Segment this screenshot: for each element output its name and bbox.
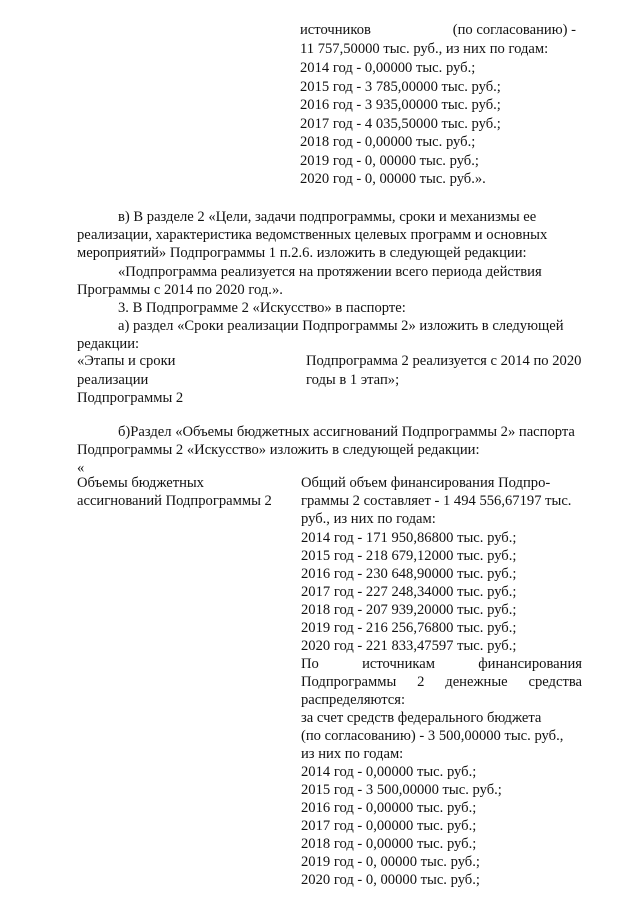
volumes-year-row: 2016 год - 230 648,90000 тыс. руб.;	[301, 566, 517, 582]
sources-word: Подпрограммы	[301, 674, 397, 690]
quote-line: Программы с 2014 по 2020 год.».	[77, 282, 283, 298]
para-b-line: б)Раздел «Объемы бюджетных ассигнований Подпрограммы 2» паспорта	[118, 424, 575, 440]
federal-year-row: 2017 год - 0,00000 тыс. руб.;	[301, 818, 477, 834]
stages-value-line: годы в 1 этап»;	[306, 372, 400, 388]
para-v-line: мероприятий» Подпрограммы 1 п.2.6. изложить в следующей редакции:	[77, 245, 527, 261]
volumes-intro-line: Общий объем финансирования Подпро-	[301, 475, 551, 491]
top-sources-heading	[300, 21, 576, 39]
federal-line: из них по годам:	[301, 746, 404, 762]
volumes-year-row: 2014 год - 171 950,86800 тыс. руб.;	[301, 530, 517, 546]
item-a-line: а) раздел «Сроки реализации Подпрограммы 2» изложить в следующей	[118, 318, 564, 334]
top-year-row: 2019 год - 0, 00000 тыс. руб.;	[300, 153, 479, 169]
top-sources-word: источников	[300, 22, 371, 38]
para-v-line: в) В разделе 2 «Цели, задачи подпрограммы, сроки и механизмы ее	[118, 209, 537, 225]
sources-line	[301, 655, 582, 673]
item-a-line: редакции:	[77, 336, 140, 352]
stages-value-line: Подпрограмма 2 реализуется с 2014 по 2020	[306, 353, 582, 369]
open-quote: «	[77, 460, 85, 476]
sources-word: источникам	[362, 656, 435, 672]
federal-year-row: 2015 год - 3 500,00000 тыс. руб.;	[301, 782, 502, 798]
federal-year-row: 2014 год - 0,00000 тыс. руб.;	[301, 764, 477, 780]
top-year-row: 2015 год - 3 785,00000 тыс. руб.;	[300, 79, 501, 95]
para-v-line: реализации, характеристика ведомственных целевых программ и основных	[77, 227, 548, 243]
federal-year-row: 2020 год - 0, 00000 тыс. руб.;	[301, 872, 480, 888]
para-b-line: Подпрограммы 2 «Искусство» изложить в следующей редакции:	[77, 442, 480, 458]
item-3: 3. В Подпрограмме 2 «Искусство» в паспорте:	[118, 300, 406, 316]
volumes-intro-line: граммы 2 составляет - 1 494 556,67197 тыс.	[301, 493, 572, 509]
federal-year-row: 2016 год - 0,00000 тыс. руб.;	[301, 800, 477, 816]
volumes-intro-line: руб., из них по годам:	[301, 511, 436, 527]
sources-word: средства	[528, 674, 582, 690]
top-sources-consent: (по согласованию) -	[452, 22, 576, 38]
sources-word: 2	[417, 674, 425, 690]
stages-label-line: реализации	[77, 372, 149, 388]
sources-line	[301, 673, 582, 691]
federal-line: за счет средств федерального бюджета	[301, 710, 542, 726]
volumes-year-row: 2018 год - 207 939,20000 тыс. руб.;	[301, 602, 517, 618]
top-total: 11 757,50000 тыс. руб., из них по годам:	[300, 41, 549, 57]
sources-word: финансирования	[478, 656, 582, 672]
sources-word: По	[301, 656, 319, 672]
sources-line: распределяются:	[301, 692, 406, 708]
top-year-row: 2016 год - 3 935,00000 тыс. руб.;	[300, 97, 501, 113]
volumes-label-line: Объемы бюджетных	[77, 475, 204, 491]
federal-year-row: 2019 год - 0, 00000 тыс. руб.;	[301, 854, 480, 870]
federal-year-row: 2018 год - 0,00000 тыс. руб.;	[301, 836, 477, 852]
top-year-row: 2020 год - 0, 00000 тыс. руб.».	[300, 171, 486, 187]
sources-word: денежные	[445, 674, 508, 690]
volumes-label-line: ассигнований Подпрограммы 2	[77, 493, 272, 509]
volumes-year-row: 2015 год - 218 679,12000 тыс. руб.;	[301, 548, 517, 564]
top-year-row: 2017 год - 4 035,50000 тыс. руб.;	[300, 116, 501, 132]
volumes-year-row: 2017 год - 227 248,34000 тыс. руб.;	[301, 584, 517, 600]
top-year-row: 2018 год - 0,00000 тыс. руб.;	[300, 134, 476, 150]
federal-line: (по согласованию) - 3 500,00000 тыс. руб.,	[301, 728, 564, 744]
volumes-year-row: 2019 год - 216 256,76800 тыс. руб.;	[301, 620, 517, 636]
stages-label-line: Подпрограммы 2	[77, 390, 184, 406]
volumes-year-row: 2020 год - 221 833,47597 тыс. руб.;	[301, 638, 517, 654]
top-year-row: 2014 год - 0,00000 тыс. руб.;	[300, 60, 476, 76]
quote-line: «Подпрограмма реализуется на протяжении всего периода действия	[118, 264, 542, 280]
stages-label-line: «Этапы и сроки	[77, 353, 176, 369]
